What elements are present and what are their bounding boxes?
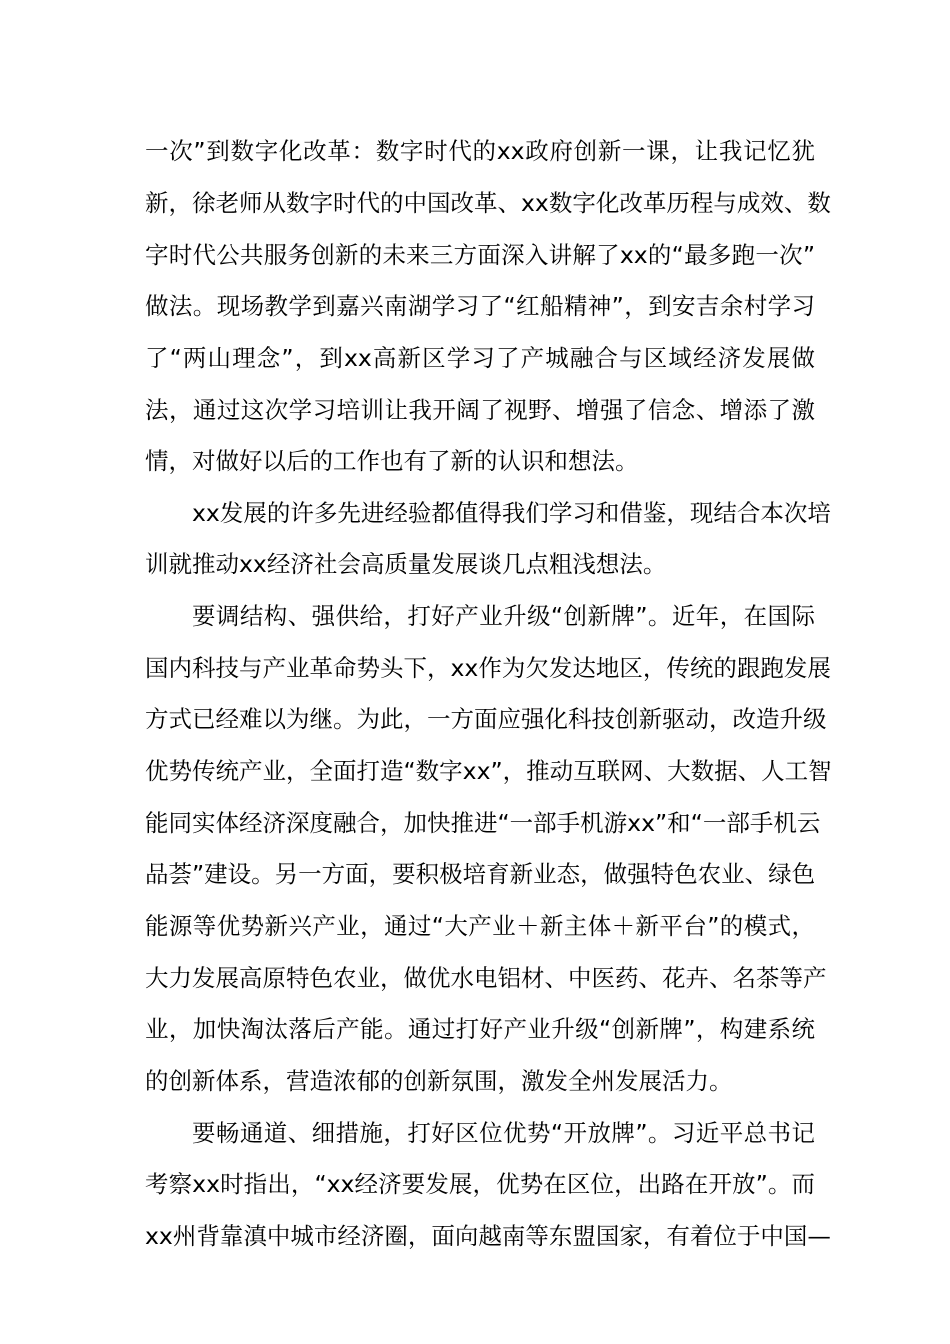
text-line: 的创新体系，营造浓郁的创新氛围，激发全州发展活力。 — [145, 1067, 733, 1095]
text-line: 考察xx时指出，“xx经济要发展，优势在区位，出路在开放”。而 — [145, 1170, 815, 1198]
text-line: 训就推动xx经济社会高质量发展谈几点粗浅想法。 — [145, 550, 667, 578]
text-line: 能同实体经济深度融合，加快推进“一部手机游xx”和“一部手机云 — [145, 809, 821, 837]
text-line: 优势传统产业，全面打造“数字xx”，推动互联网、大数据、人工智 — [145, 757, 832, 785]
text-line: xx发展的许多先进经验都值得我们学习和借鉴，现结合本次培 — [192, 499, 831, 527]
text-line: xx州背靠滇中城市经济圈，面向越南等东盟国家，有着位于中国— — [145, 1222, 831, 1250]
text-line: 要调结构、强供给，打好产业升级“创新牌”。近年，在国际 — [192, 602, 815, 630]
text-line: 国内科技与产业革命势头下，xx作为欠发达地区，传统的跟跑发展 — [145, 654, 831, 682]
text-line: 大力发展高原特色农业，做优水电铝材、中医药、花卉、名茶等产 — [145, 964, 827, 992]
text-line: 法，通过这次学习培训让我开阔了视野、增强了信念、增添了激 — [145, 396, 815, 424]
text-line: 方式已经难以为继。为此，一方面应强化科技创新驱动，改造升级 — [145, 705, 827, 733]
text-line: 一次”到数字化改革：数字时代的xx政府创新一课，让我记忆犹 — [145, 137, 815, 165]
text-line: 品荟”建设。另一方面，要积极培育新业态，做强特色农业、绿色 — [145, 860, 816, 888]
text-line: 要畅通道、细措施，打好区位优势“开放牌”。习近平总书记 — [192, 1119, 815, 1147]
text-line: 新，徐老师从数字时代的中国改革、xx数字化改革历程与成效、数 — [145, 189, 831, 217]
text-line: 业，加快淘汰落后产能。通过打好产业升级“创新牌”，构建系统 — [145, 1015, 815, 1043]
text-line: 情，对做好以后的工作也有了新的认识和想法。 — [145, 447, 639, 475]
text-line: 了“两山理念”，到xx高新区学习了产城融合与区域经济发展做 — [145, 344, 815, 372]
text-line: 能源等优势新兴产业，通过“大产业＋新主体＋新平台”的模式， — [145, 912, 815, 940]
text-line: 字时代公共服务创新的未来三方面深入讲解了xx的“最多跑一次” — [145, 241, 815, 269]
text-line: 做法。现场教学到嘉兴南湖学习了“红船精神”，到安吉余村学习 — [145, 292, 815, 320]
